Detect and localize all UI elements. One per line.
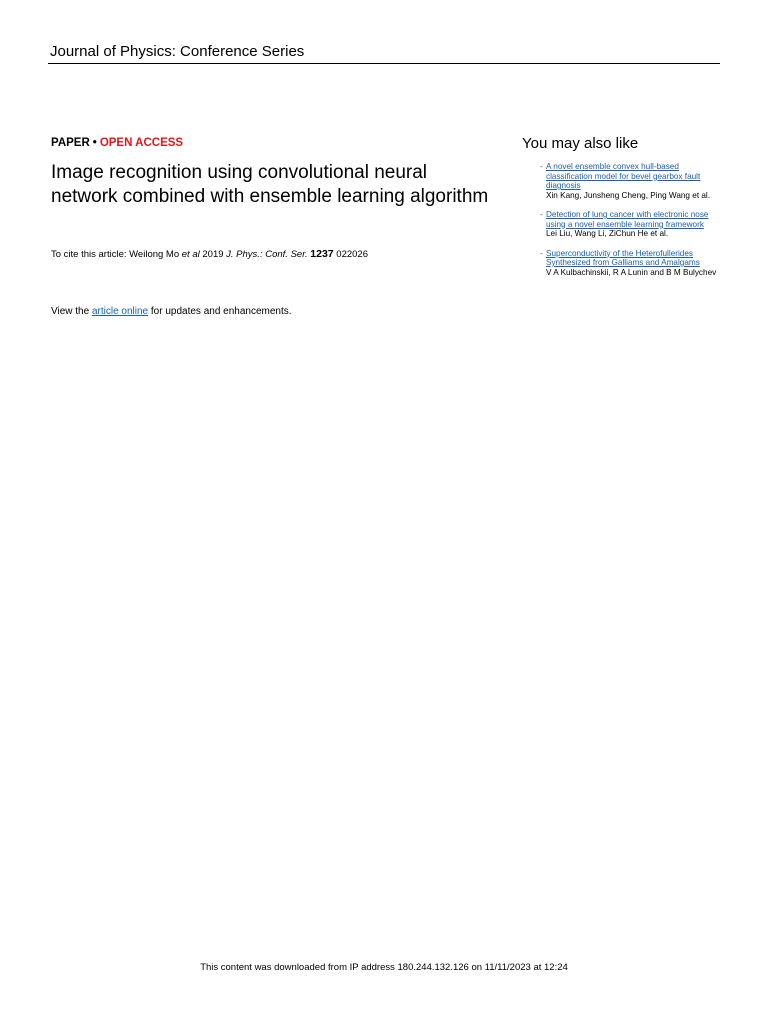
view-after-text: for updates and enhancements. (148, 306, 292, 317)
citation-volume: 1237 (310, 248, 334, 260)
related-item (540, 249, 722, 278)
list-dash: - (540, 162, 543, 171)
view-before-text: View the (51, 306, 92, 317)
related-list (540, 162, 722, 277)
related-article-link[interactable]: A novel ensemble convex hull-based classification model for bevel gearbox fault diagnosis (546, 162, 701, 190)
paper-type-line (51, 136, 183, 150)
journal-title: Journal of Physics: Conference Series (50, 43, 305, 60)
citation-article-number: 022026 (336, 249, 368, 260)
open-access-label: OPEN ACCESS (99, 137, 184, 149)
related-item (540, 162, 722, 200)
citation-journal: J. Phys.: Conf. Ser. (226, 249, 308, 260)
related-heading: You may also like (522, 135, 639, 152)
related-article-link[interactable]: Detection of lung cancer with electronic nose using a novel ensemble learning framework (546, 210, 709, 229)
related-item (540, 210, 722, 239)
article-online-link[interactable]: article online (91, 306, 149, 317)
related-articles-panel (522, 135, 722, 287)
paper-type-label: PAPER (51, 137, 90, 149)
citation-year: 2019 (199, 249, 227, 260)
article-title: Image recognition using convolutional neural network combined with ensemble learning algorithm (51, 162, 489, 207)
citation-line (51, 248, 368, 261)
view-online-line (51, 305, 292, 318)
bullet-separator: • (92, 137, 97, 149)
related-authors: Xin Kang, Junsheng Cheng, Ping Wang et al. (546, 190, 711, 200)
journal-header (48, 42, 720, 64)
related-authors: V A Kulbachinskii, R A Lunin and B M Bulychev (546, 267, 717, 277)
citation-prefix: To cite this article: Weilong Mo (51, 249, 182, 260)
list-dash: - (540, 248, 543, 258)
related-article-link[interactable]: Superconductivity of the Heterofullerides Synthesized from Galliams and Amalgams (546, 248, 700, 267)
citation-et-al: et al (181, 249, 200, 260)
related-authors: Lei Liu, Wang Li, ZiChun He et al. (546, 229, 669, 238)
list-dash: - (540, 210, 543, 219)
download-footer-note: This content was downloaded from IP address 180.244.132.126 on 11/11/2023 at 12:24 (200, 962, 568, 973)
